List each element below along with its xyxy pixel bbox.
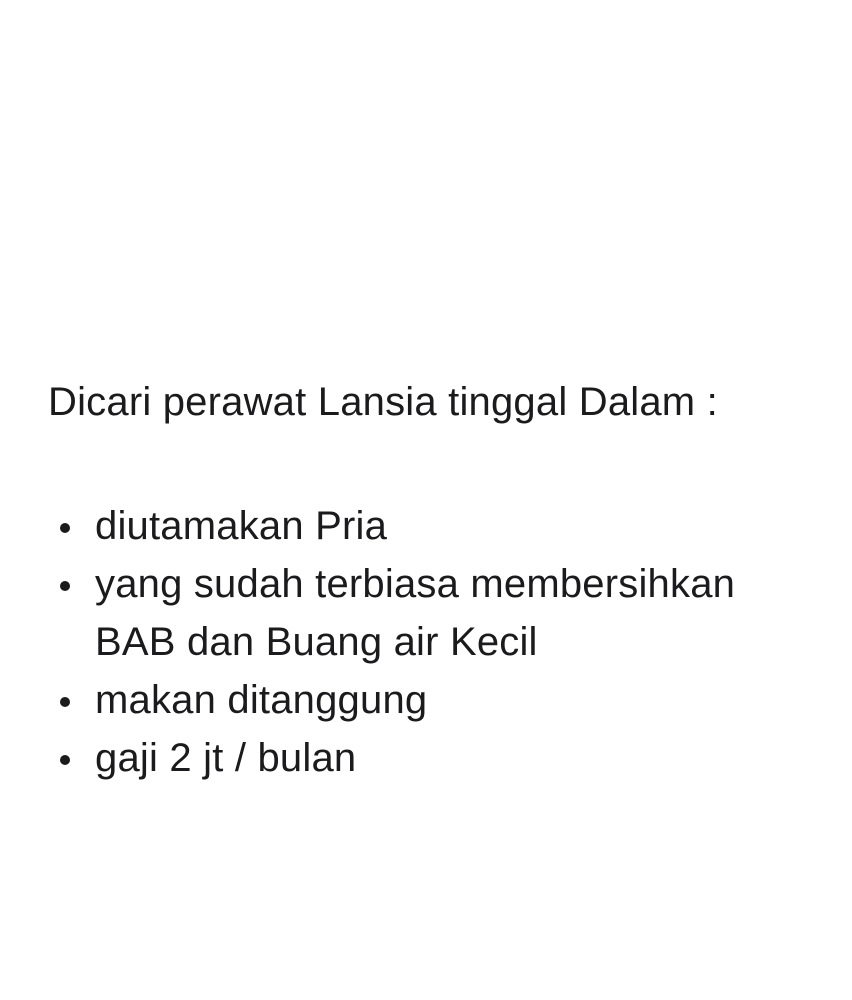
notice-title: Dicari perawat Lansia tinggal Dalam : — [48, 380, 718, 424]
bullet-dot-icon — [60, 697, 70, 707]
bullet-dot-icon — [60, 581, 70, 591]
bullet-item-experience — [48, 555, 810, 671]
bullet-dot-icon — [60, 755, 70, 765]
bullet-item-preference — [48, 497, 810, 555]
bullet-text: gaji 2 jt / bulan — [95, 736, 357, 780]
bullet-text: makan ditanggung — [95, 678, 428, 722]
bullet-dot-icon — [60, 523, 70, 533]
bullet-item-salary — [48, 729, 810, 787]
notice-bullet-list — [48, 497, 810, 787]
bullet-text: yang sudah terbiasa membersihkan BAB dan Buang air Kecil — [95, 562, 736, 664]
bullet-item-meals — [48, 671, 810, 729]
bullet-text: diutamakan Pria — [95, 504, 388, 548]
